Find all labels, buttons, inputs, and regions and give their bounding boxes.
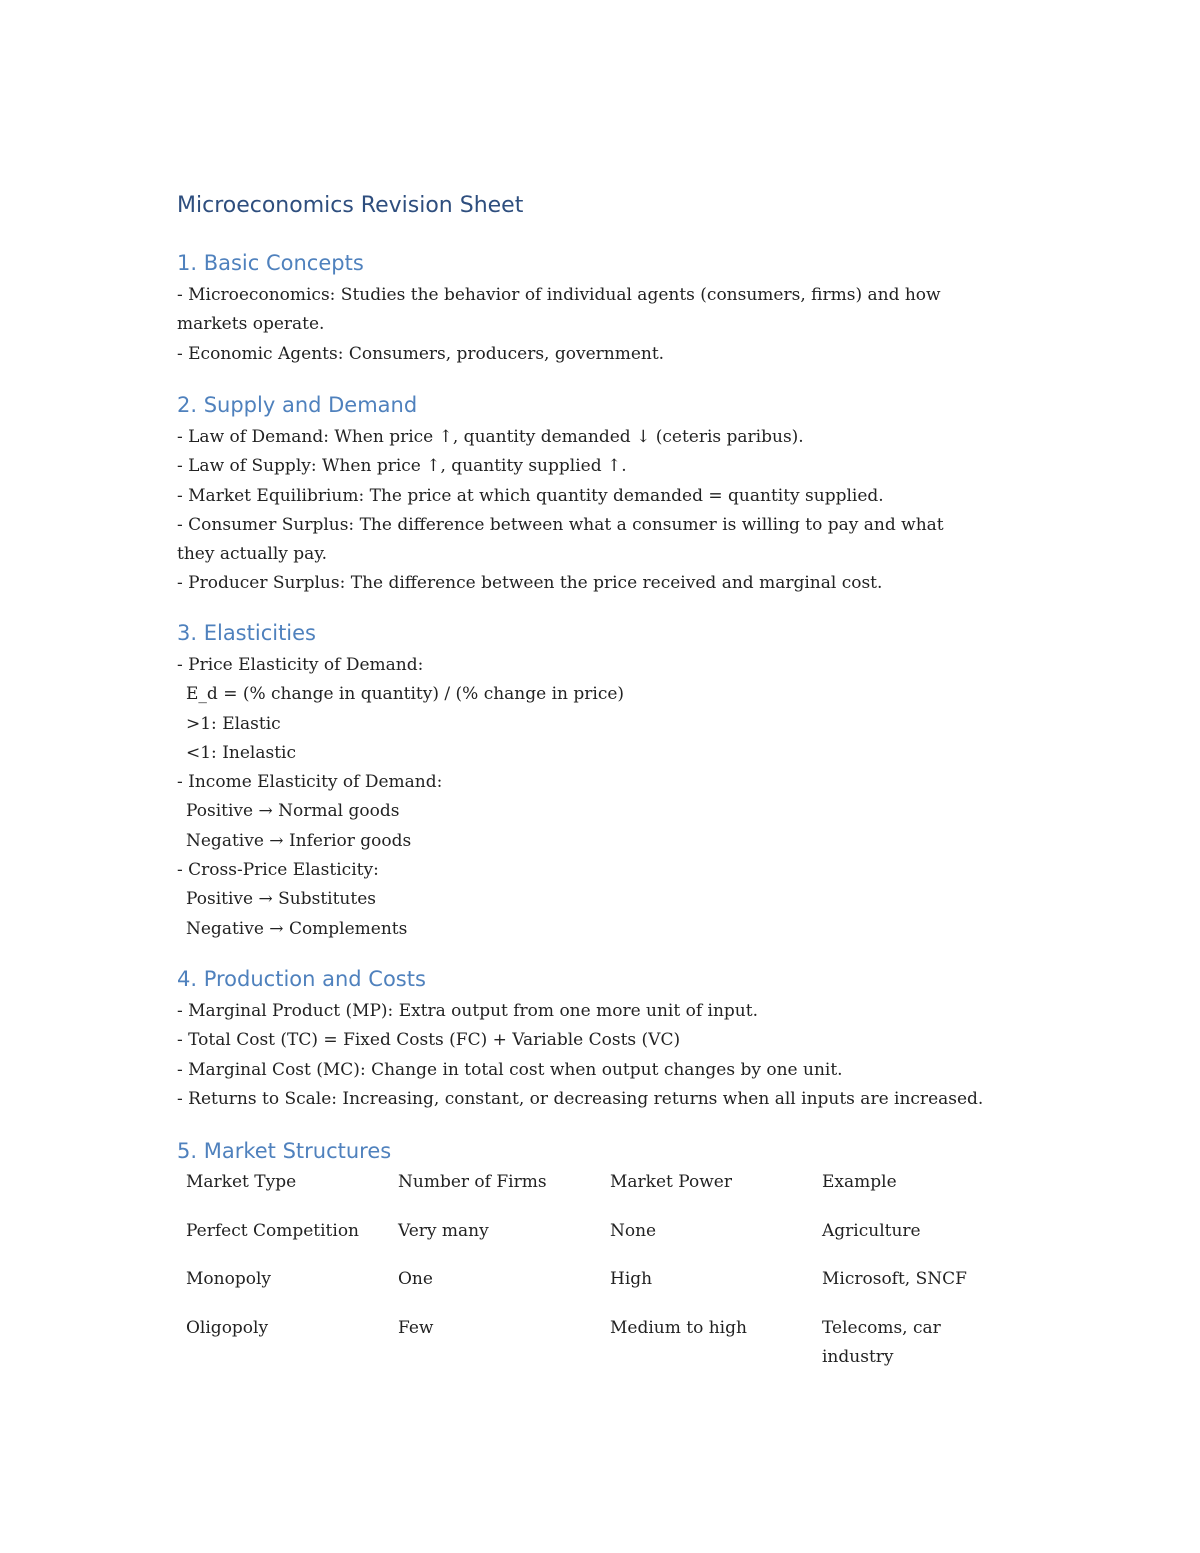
table-cell: High bbox=[610, 1269, 653, 1289]
text-line: Negative → Inferior goods bbox=[186, 830, 412, 851]
table-cell: Few bbox=[398, 1317, 434, 1338]
text-line: Positive → Normal goods bbox=[186, 801, 400, 822]
table-cell: Oligopoly bbox=[186, 1317, 269, 1338]
text-line: - Consumer Surplus: The difference between what a consumer is willing to pay and what bbox=[177, 514, 944, 535]
table-cell: Monopoly bbox=[186, 1269, 271, 1289]
section-heading: 3. Elasticities bbox=[177, 621, 317, 645]
table-cell: Agriculture bbox=[822, 1220, 921, 1241]
table-header-cell: Market Power bbox=[610, 1172, 732, 1192]
text-line: >1: Elastic bbox=[186, 713, 281, 734]
section-market-structures bbox=[177, 1136, 1037, 1372]
table-cell: Very many bbox=[398, 1220, 489, 1241]
text-line: they actually pay. bbox=[177, 544, 328, 565]
text-line: - Marginal Product (MP): Extra output from one more unit of input. bbox=[177, 1001, 758, 1021]
table-cell: Microsoft, SNCF bbox=[822, 1269, 967, 1289]
text-line: - Microeconomics: Studies the behavior of individual agents (consumers, firms) and how bbox=[177, 285, 941, 305]
section-elasticities bbox=[177, 618, 1037, 944]
text-line: - Price Elasticity of Demand: bbox=[177, 655, 424, 675]
text-line: - Law of Supply: When price ↑, quantity supplied ↑. bbox=[177, 456, 627, 477]
formula-line: E_d = (% change in quantity) / (% change in price) bbox=[186, 684, 625, 705]
table-header-cell: Number of Firms bbox=[398, 1172, 547, 1192]
table-cell bbox=[822, 1314, 1036, 1373]
table-header-cell: Example bbox=[822, 1172, 897, 1192]
text-line: - Law of Demand: When price ↑, quantity demanded ↓ (ceteris paribus). bbox=[177, 427, 804, 447]
text-line: - Returns to Scale: Increasing, constant, or decreasing returns when all inputs are increased. bbox=[177, 1088, 984, 1109]
section-heading: 5. Market Structures bbox=[177, 1139, 392, 1163]
text-line: - Marginal Cost (MC): Change in total cost when output changes by one unit. bbox=[177, 1059, 843, 1080]
text-line: - Income Elasticity of Demand: bbox=[177, 772, 443, 793]
table-row bbox=[186, 1314, 1036, 1373]
table-cell-text: Telecoms, car industry bbox=[822, 1317, 941, 1367]
table-header-cell: Market Type bbox=[186, 1172, 297, 1192]
table-row bbox=[186, 1265, 1036, 1314]
text-line: Positive → Substitutes bbox=[186, 889, 376, 910]
table-header-row bbox=[186, 1168, 1036, 1217]
table-cell: Perfect Competition bbox=[186, 1220, 359, 1241]
table-cell: None bbox=[610, 1220, 657, 1241]
text-line: - Economic Agents: Consumers, producers, government. bbox=[177, 343, 665, 364]
text-line: <1: Inelastic bbox=[186, 742, 297, 763]
section-heading: 1. Basic Concepts bbox=[177, 251, 364, 275]
section-supply-and-demand bbox=[177, 390, 1037, 599]
text-line: - Cross-Price Elasticity: bbox=[177, 860, 379, 881]
text-line: - Market Equilibrium: The price at which quantity demanded = quantity supplied. bbox=[177, 485, 884, 506]
section-heading: 4. Production and Costs bbox=[177, 967, 426, 991]
table-cell: Medium to high bbox=[610, 1317, 747, 1338]
market-structures-table bbox=[186, 1168, 1036, 1372]
section-basic-concepts bbox=[177, 248, 1037, 369]
text-line: Negative → Complements bbox=[186, 918, 408, 939]
section-heading: 2. Supply and Demand bbox=[177, 393, 418, 417]
text-line: markets operate. bbox=[177, 314, 325, 335]
section-production-and-costs bbox=[177, 964, 1037, 1114]
table-cell: One bbox=[398, 1269, 433, 1289]
document-title: Microeconomics Revision Sheet bbox=[177, 193, 524, 218]
text-line: - Producer Surplus: The difference between the price received and marginal cost. bbox=[177, 573, 883, 594]
text-line: - Total Cost (TC) = Fixed Costs (FC) + Variable Costs (VC) bbox=[177, 1030, 681, 1051]
table-row bbox=[186, 1217, 1036, 1266]
